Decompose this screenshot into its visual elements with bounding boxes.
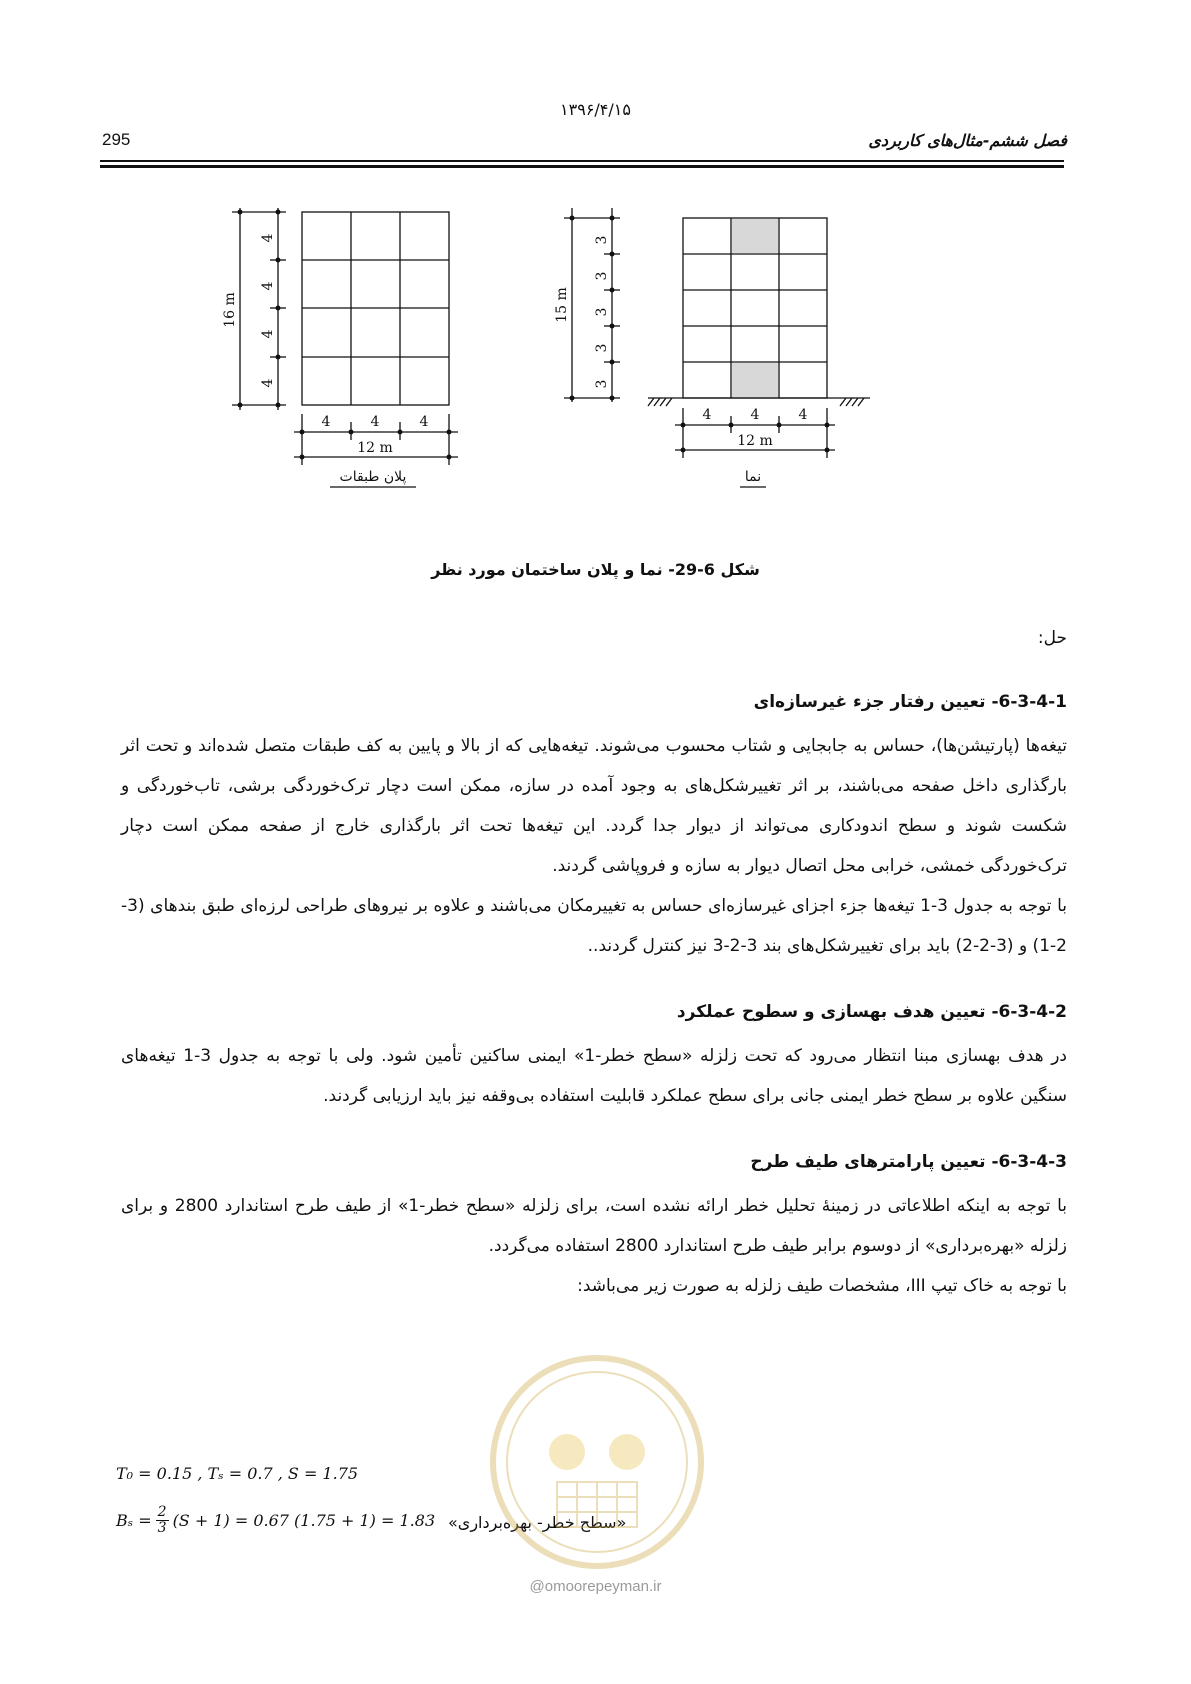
plan-dim-v3: 4 xyxy=(260,329,276,339)
section-3-paragraph-1: با توجه به اینکه اطلاعاتی در زمینهٔ تحلیل خطر ارائه نشده است، برای زلزله «سطح خطر-1» از طیف طرح استاندارد 2800 و برای زلزله «بهره‌برداری» از دوسوم برابر طیف طرح استاندارد 2800 استفاده می‌گردد. xyxy=(121,1196,1067,1256)
chapter-title: فصل ششم-مثال‌های کاربردی xyxy=(868,131,1067,150)
elev-dim-v2: 3 xyxy=(594,271,610,281)
shaded-partition-top xyxy=(732,219,778,253)
elev-dim-h1: 4 xyxy=(702,407,712,423)
section-3-paragraph-2: با توجه به خاک تیپ III، مشخصات طیف زلزله به صورت زیر می‌باشد: xyxy=(577,1276,1067,1296)
elev-dim-v3: 3 xyxy=(594,307,610,317)
plan-dim-v1: 4 xyxy=(260,233,276,243)
figure-caption: شکل 6-29- نما و پلان ساختمان مورد نظر xyxy=(431,560,760,579)
bs-equation xyxy=(116,1505,435,1536)
elevation-title: نما xyxy=(744,469,762,485)
plan-dim-htotal: 12 m xyxy=(357,440,393,456)
plan-title: پلان طبقات xyxy=(339,469,407,485)
hazard-level-label: «سطح خطر- بهره‌برداری» xyxy=(448,1513,627,1532)
plan-grid xyxy=(302,212,449,405)
elev-dim-h3: 4 xyxy=(798,407,808,423)
bs-rhs: (S + 1) = 0.67 (1.75 + 1) = 1.83 xyxy=(172,1511,436,1530)
plan-dim-vtotal: 16 m xyxy=(222,292,238,328)
document-date: ۱۳۹۶/۴/۱۵ xyxy=(560,100,631,119)
section-heading-3: 6-3-4-3- تعیین پارامترهای طیف طرح xyxy=(750,1152,1067,1172)
plan-dim-h1: 4 xyxy=(321,414,331,430)
watermark-seal-icon xyxy=(487,1352,707,1572)
plan-dim-v2: 4 xyxy=(260,281,276,291)
plan-dim-h3: 4 xyxy=(419,414,429,430)
main-content xyxy=(121,618,1067,1306)
elev-dim-v4: 3 xyxy=(594,343,610,353)
fraction-numerator: 2 xyxy=(157,1504,167,1520)
section-heading-2: 6-3-4-2- تعیین هدف بهسازی و سطوح عملکرد xyxy=(676,1002,1067,1022)
page-number: 295 xyxy=(102,130,131,149)
plan-dim-v4: 4 xyxy=(260,378,276,388)
fraction-denominator: 3 xyxy=(157,1520,167,1536)
two-thirds-fraction xyxy=(156,1505,169,1536)
elev-dim-htotal: 12 m xyxy=(737,433,773,449)
section-heading-1: 6-3-4-1- تعیین رفتار جزء غیرسازه‌ای xyxy=(753,692,1067,712)
building-figure xyxy=(220,200,980,500)
bs-lhs: Bₛ = xyxy=(116,1511,152,1530)
header-rule-thin xyxy=(100,160,1064,162)
header-rule-thick xyxy=(100,165,1064,168)
solution-label: حل: xyxy=(1037,628,1067,648)
watermark-url: @omoorepeyman.ir xyxy=(529,1578,662,1595)
elev-dim-h2: 4 xyxy=(750,407,760,423)
spectrum-parameters: T₀ = 0.15 , Tₛ = 0.7 , S = 1.75 xyxy=(116,1464,359,1483)
section-1-paragraph-1: تیغه‌ها (پارتیشن‌ها)، حساس به جابجایی و شتاب محسوب می‌شوند. تیغه‌هایی که از بالا و پایین به کف طبقات متصل شده‌اند و تحت اثر بارگذاری داخل صفحه می‌باشند، بر اثر تغییرشکل‌های به وجود آمده در سازه، ممکن است دچار ترک‌خوردگی برشی، تاب‌خوردگی و شکست شوند و سطح اندودکاری می‌تواند از دیوار جدا گردد. این تیغه‌ها تحت اثر بارگذاری خارج از صفحه ممکن است دچار ترک‌خوردگی خمشی، خرابی محل اتصال دیوار به سازه و فروپاشی گردند. xyxy=(121,736,1067,876)
elev-dim-v5: 3 xyxy=(594,379,610,389)
section-2-paragraph-1: در هدف بهسازی مبنا انتظار می‌رود که تحت زلزله «سطح خطر-1» ایمنی ساکنین تأمین شود. ولی با توجه به جدول 3-1 تیغه‌های سنگین علاوه بر سطح خطر ایمنی جانی برای سطح عملکرد قابلیت استفاده بی‌وقفه نیز باید ارزیابی گردند. xyxy=(121,1046,1068,1106)
plan-dim-h2: 4 xyxy=(370,414,380,430)
elev-dim-vtotal: 15 m xyxy=(554,287,570,323)
shaded-partition-bottom xyxy=(732,363,778,397)
elev-dim-v1: 3 xyxy=(594,235,610,245)
section-1-paragraph-2: با توجه به جدول 3-1 تیغه‌ها جزء اجزای غیرسازه‌ای حساس به تغییرمکان می‌باشند و علاوه بر نیروهای طراحی لرزه‌ای طبق بندهای (3-2-1) و (3-2-2) باید برای تغییرشکل‌های بند 3-2-3 نیز کنترل گردند.. xyxy=(121,896,1067,956)
